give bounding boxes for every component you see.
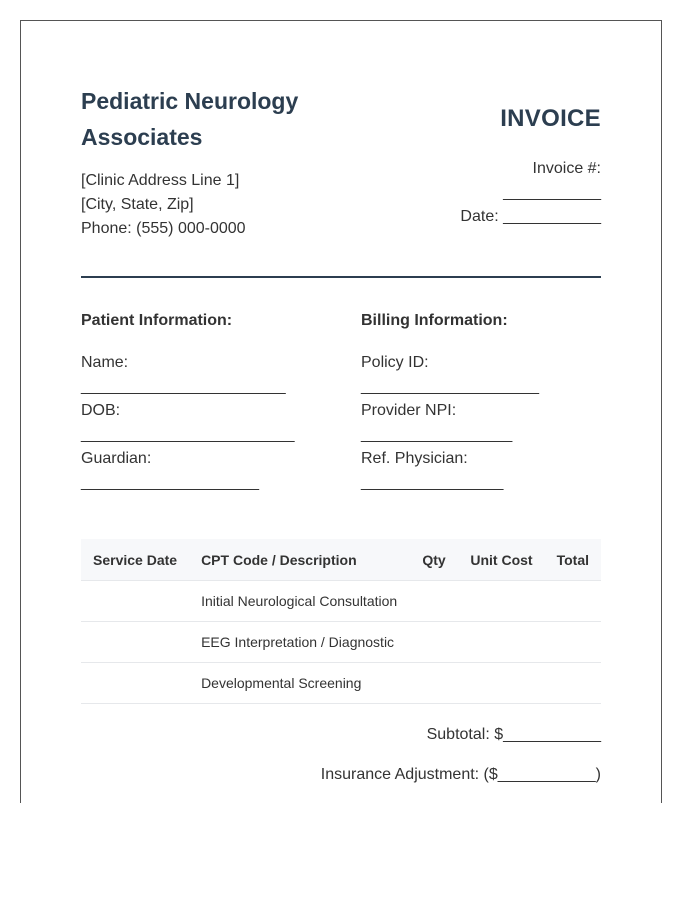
col-header-qty: Qty (410, 539, 458, 581)
qty-cell[interactable] (410, 581, 458, 622)
services-table (81, 539, 601, 704)
col-header-cpt-description: CPT Code / Description (189, 539, 410, 581)
subtotal-field[interactable]: Subtotal: $___________ (426, 726, 601, 743)
description-cell: EEG Interpretation / Diagnostic (189, 622, 410, 663)
total-cell[interactable] (545, 663, 601, 704)
invoice-number-field[interactable]: ___________ (503, 184, 601, 201)
patient-dob-label: DOB: (81, 402, 121, 419)
provider-npi-label: Provider NPI: (361, 402, 457, 419)
col-header-service-date: Service Date (81, 539, 189, 581)
total-cell[interactable] (545, 622, 601, 663)
description-cell: Initial Neurological Consultation (189, 581, 410, 622)
clinic-phone: Phone: (555) 000-0000 (81, 220, 246, 237)
header-divider (81, 276, 601, 278)
invoice-date-field[interactable]: Date: ___________ (460, 208, 601, 225)
col-header-total: Total (545, 539, 601, 581)
insurance-adjustment-field[interactable]: Insurance Adjustment: ($___________) (320, 766, 601, 783)
policy-id-label: Policy ID: (361, 354, 429, 371)
totals-section (201, 721, 601, 801)
patient-name-field[interactable]: _______________________ (81, 378, 286, 395)
col-header-unit-cost: Unit Cost (458, 539, 544, 581)
unit-cost-cell[interactable] (458, 663, 544, 704)
total-cell[interactable] (545, 581, 601, 622)
unit-cost-cell[interactable] (458, 622, 544, 663)
clinic-address-block (81, 169, 246, 241)
service-date-cell[interactable] (81, 622, 189, 663)
patient-guardian-label: Guardian: (81, 450, 152, 467)
patient-information-heading: Patient Information: (81, 312, 233, 329)
service-date-cell[interactable] (81, 663, 189, 704)
invoice-sheet (20, 20, 662, 803)
table-row (81, 581, 601, 622)
service-date-cell[interactable] (81, 581, 189, 622)
invoice-title: INVOICE (500, 105, 601, 132)
qty-cell[interactable] (410, 663, 458, 704)
billing-information-section (361, 311, 601, 495)
unit-cost-cell[interactable] (458, 581, 544, 622)
table-row (81, 663, 601, 704)
table-row (81, 622, 601, 663)
patient-dob-field[interactable]: ________________________ (81, 426, 295, 443)
clinic-name: Pediatric Neurology Associates (81, 88, 299, 150)
patient-guardian-field[interactable]: ____________________ (81, 474, 259, 491)
description-cell: Developmental Screening (189, 663, 410, 704)
invoice-meta (401, 157, 601, 229)
ref-physician-field[interactable]: ________________ (361, 474, 504, 491)
ref-physician-label: Ref. Physician: (361, 450, 468, 467)
qty-cell[interactable] (410, 622, 458, 663)
patient-name-label: Name: (81, 354, 129, 371)
table-header-row (81, 539, 601, 581)
invoice-number-label: Invoice #: (532, 160, 601, 177)
policy-id-field[interactable]: ____________________ (361, 378, 539, 395)
billing-information-heading: Billing Information: (361, 312, 508, 329)
clinic-address-line2: [City, State, Zip] (81, 196, 194, 213)
patient-information-section (81, 311, 321, 495)
clinic-address-line1: [Clinic Address Line 1] (81, 172, 240, 189)
provider-npi-field[interactable]: _________________ (361, 426, 513, 443)
